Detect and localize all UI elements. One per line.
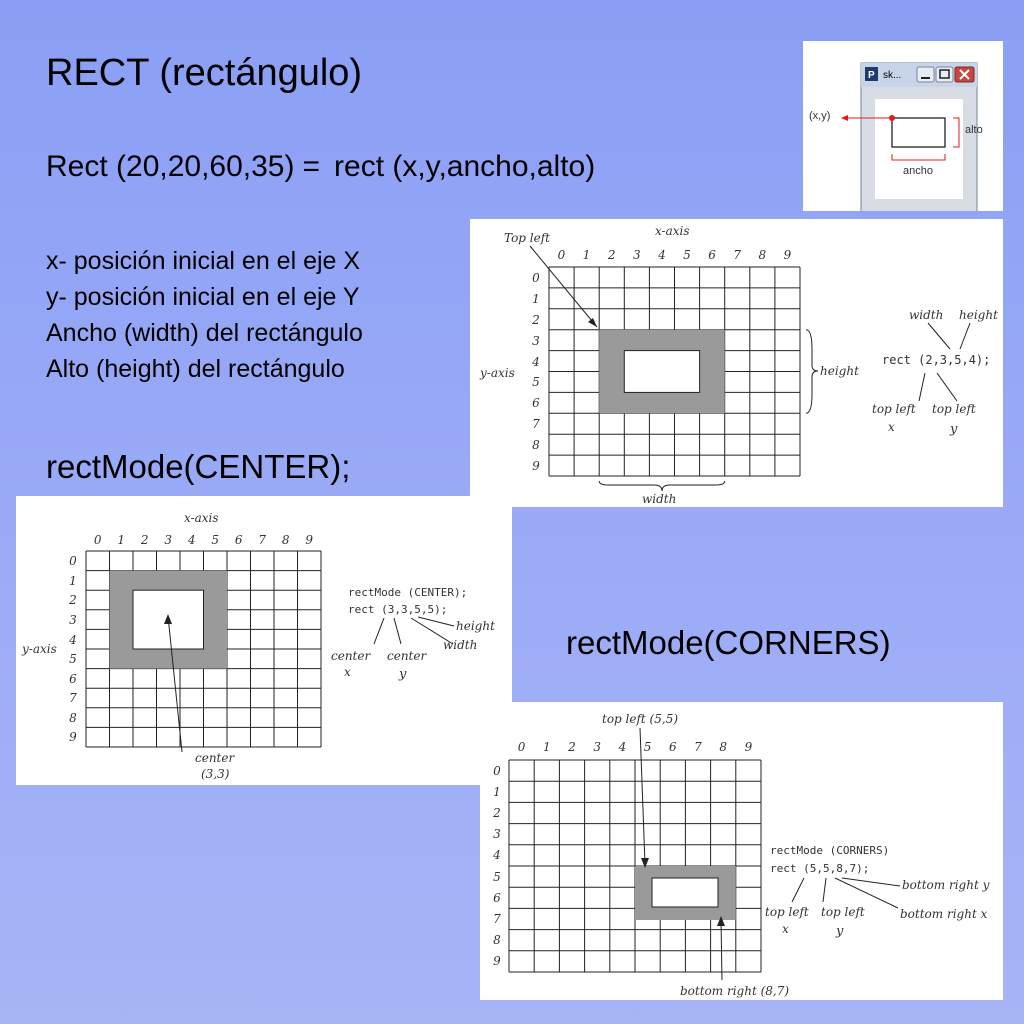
y-axis-title: y-axis: [480, 366, 515, 380]
top-left-arg-pointers: [792, 878, 826, 902]
example-rectangle: [892, 118, 945, 147]
width-height-pointers: [928, 323, 970, 349]
svg-text:8: 8: [281, 533, 290, 547]
corners-diagram-svg: [480, 702, 1003, 1000]
arg-bottom-right-x: bottom right x: [900, 907, 988, 921]
rect-formula: [46, 150, 595, 184]
xy-pointers: [919, 373, 957, 401]
svg-text:4: 4: [69, 633, 77, 647]
svg-text:9: 9: [744, 740, 753, 754]
rectmode-center-diagram: [16, 496, 512, 785]
svg-text:2: 2: [69, 593, 77, 607]
svg-text:4: 4: [532, 355, 540, 369]
rectmode-code: rectMode (CENTER);: [348, 586, 468, 599]
svg-text:6: 6: [493, 891, 501, 905]
svg-text:4: 4: [618, 740, 627, 754]
sketch-window-svg: [803, 41, 1003, 211]
arg-y-sub: y: [950, 422, 958, 437]
arg-x-sub: x: [888, 420, 895, 434]
svg-text:5: 5: [643, 740, 652, 754]
rect-code: rect (2,3,5,4);: [882, 353, 991, 367]
top-left-label: top left (5,5): [602, 712, 679, 726]
x-axis-title: x-axis: [184, 511, 219, 525]
svg-text:1: 1: [532, 292, 540, 306]
top-left-arrow-icon: [588, 318, 597, 327]
formula-call: Rect (20,20,60,35): [46, 150, 295, 183]
svg-text:8: 8: [758, 248, 767, 262]
y-tick-labels: [531, 271, 540, 473]
arg-x-sub: x: [344, 665, 351, 679]
arg-height-label: height: [456, 619, 495, 633]
ancho-label: ancho: [903, 165, 933, 177]
app-icon-letter: P: [868, 70, 875, 81]
svg-text:9: 9: [69, 730, 77, 744]
svg-text:7: 7: [258, 533, 267, 547]
svg-text:6: 6: [69, 672, 77, 686]
svg-text:6: 6: [234, 533, 243, 547]
svg-text:0: 0: [93, 533, 102, 547]
center-value: (3,3): [201, 767, 230, 781]
height-label: height: [820, 364, 859, 378]
arg-y-sub: y: [836, 924, 844, 939]
svg-text:9: 9: [305, 533, 314, 547]
xy-label: (x,y): [809, 110, 831, 122]
window-title: sk...: [883, 70, 902, 81]
svg-text:6: 6: [532, 396, 540, 410]
svg-text:7: 7: [733, 248, 742, 262]
svg-text:9: 9: [532, 459, 540, 473]
bottom-right-label: bottom right (8,7): [680, 984, 790, 998]
svg-text:5: 5: [69, 652, 77, 666]
center-diagram-svg: [16, 496, 512, 785]
svg-text:3: 3: [164, 533, 173, 547]
svg-text:0: 0: [557, 248, 566, 262]
svg-text:7: 7: [532, 417, 540, 431]
svg-text:8: 8: [493, 933, 501, 947]
svg-text:0: 0: [532, 271, 540, 285]
svg-text:7: 7: [69, 691, 77, 705]
formula-signature: rect (x,y,ancho,alto): [334, 150, 596, 183]
corner-diagram-svg: [470, 219, 1003, 507]
param-width: Ancho (width) del rectángulo: [46, 319, 363, 347]
svg-text:6: 6: [708, 248, 716, 262]
svg-text:6: 6: [668, 740, 677, 754]
shaded-rect-inner: [652, 878, 718, 907]
slide-title: RECT (rectángulo): [46, 52, 363, 94]
arg-x-label: center: [331, 649, 371, 663]
xy-arrow-icon: [841, 115, 848, 121]
sketch-window-image: [803, 41, 1003, 211]
arg-y-sub: y: [399, 667, 407, 682]
rectmode-corners-diagram: [480, 702, 1003, 1000]
param-height: Alto (height) del rectángulo: [46, 355, 345, 383]
center-label: center: [195, 751, 235, 765]
y-axis-title: y-axis: [22, 642, 57, 656]
heading-rectmode-corners: rectMode(CORNERS): [566, 624, 891, 661]
svg-text:4: 4: [493, 848, 501, 862]
y-tick-labels: [492, 764, 501, 968]
svg-text:8: 8: [532, 438, 540, 452]
svg-text:1: 1: [582, 248, 591, 262]
svg-text:3: 3: [532, 334, 540, 348]
svg-text:1: 1: [542, 740, 551, 754]
formula-equals: =: [302, 150, 321, 183]
svg-text:1: 1: [493, 785, 501, 799]
rect-code: rect (3,3,5,5);: [348, 603, 448, 616]
svg-text:0: 0: [69, 554, 77, 568]
svg-text:0: 0: [517, 740, 526, 754]
svg-text:5: 5: [493, 870, 501, 884]
arg-y-label: top left: [932, 402, 976, 416]
alto-label: alto: [965, 124, 983, 136]
sketch-canvas: [875, 99, 963, 199]
arg-x-label: top left: [765, 905, 809, 919]
svg-text:9: 9: [493, 954, 501, 968]
svg-text:7: 7: [694, 740, 702, 754]
arg-width-label: width: [909, 308, 944, 322]
svg-text:2: 2: [493, 806, 501, 820]
svg-text:9: 9: [783, 248, 792, 262]
svg-text:5: 5: [211, 533, 220, 547]
svg-text:3: 3: [493, 827, 501, 841]
svg-text:3: 3: [69, 613, 77, 627]
rect-code: rect (5,5,8,7);: [770, 862, 870, 875]
shaded-rect-inner: [624, 351, 699, 393]
arg-y-label: top left: [821, 905, 865, 919]
svg-text:1: 1: [69, 574, 77, 588]
svg-text:2: 2: [568, 740, 576, 754]
x-axis-title: x-axis: [655, 224, 690, 238]
width-label: width: [642, 492, 677, 506]
top-left-label: Top left: [504, 231, 550, 245]
svg-text:0: 0: [493, 764, 501, 778]
arg-x-label: top left: [872, 402, 916, 416]
svg-text:4: 4: [658, 248, 666, 262]
svg-text:4: 4: [187, 533, 196, 547]
height-brace: [806, 330, 818, 414]
arg-height-label: height: [959, 308, 998, 322]
arg-y-label: center: [387, 649, 427, 663]
svg-text:2: 2: [532, 313, 540, 327]
x-tick-labels: [94, 533, 314, 547]
svg-text:7: 7: [493, 912, 501, 926]
minimize-icon[interactable]: [917, 67, 934, 82]
svg-text:2: 2: [607, 248, 616, 262]
x-tick-labels: [558, 248, 792, 262]
heading-rectmode-center: rectMode(CENTER);: [46, 448, 351, 485]
width-brace: [599, 481, 725, 491]
bottom-right-arg-pointers: [835, 878, 900, 908]
svg-text:8: 8: [719, 740, 728, 754]
svg-text:8: 8: [69, 711, 77, 725]
parameter-list: [46, 243, 363, 387]
svg-text:3: 3: [593, 740, 602, 754]
param-y: y- posición inicial en el eje Y: [46, 283, 360, 311]
svg-text:1: 1: [117, 533, 126, 547]
arg-x-sub: x: [782, 922, 789, 936]
arg-bottom-right-y: bottom right y: [902, 878, 990, 892]
svg-text:5: 5: [683, 248, 691, 262]
rectmode-code: rectMode (CORNERS): [770, 844, 890, 857]
x-tick-labels: [518, 740, 753, 754]
arg-width-label: width: [443, 638, 478, 652]
rect-corner-diagram: [470, 219, 1003, 507]
param-x: x- posición inicial en el eje X: [46, 247, 361, 275]
svg-text:5: 5: [532, 375, 540, 389]
svg-text:2: 2: [140, 533, 149, 547]
svg-text:3: 3: [632, 248, 641, 262]
center-arg-pointers: [374, 618, 401, 644]
bottom-right-pointer: [721, 920, 722, 980]
y-tick-labels: [68, 554, 77, 744]
